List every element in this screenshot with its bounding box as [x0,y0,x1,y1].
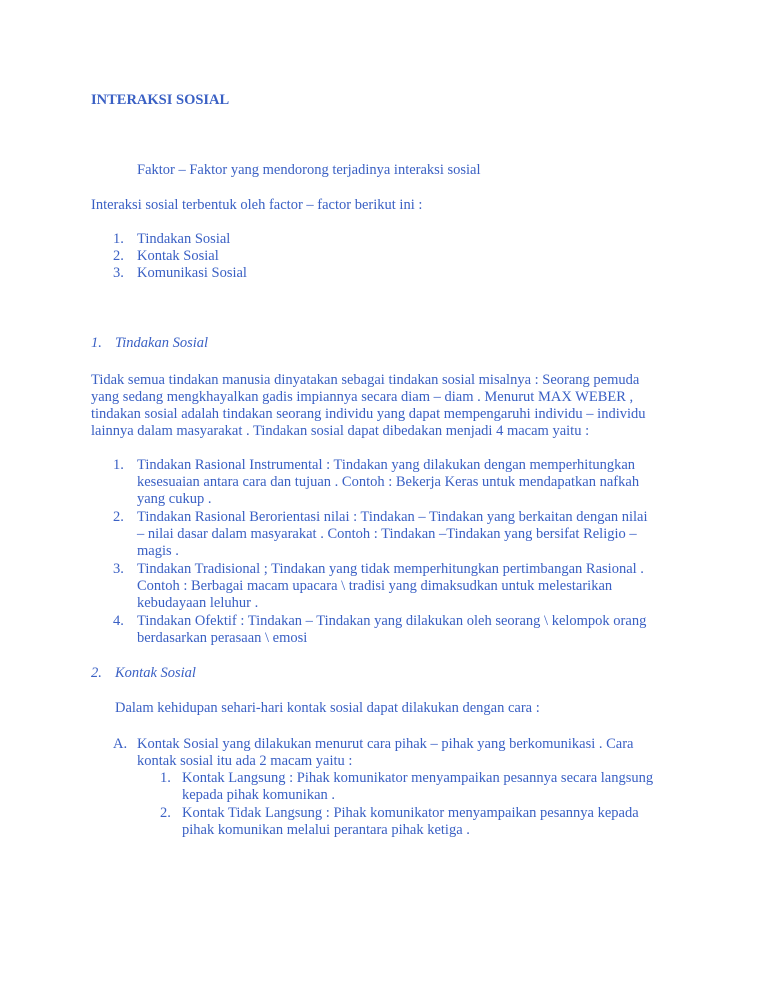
list-item-line: Kontak Sosial yang dilakukan menurut cara pihak – pihak yang berkomunikasi . Cara [137,736,634,752]
list-item-line: Tindakan Rasional Berorientasi nilai : Tindakan – Tindakan yang berkaitan dengan nilai [137,509,648,525]
list-item: Tindakan Sosial [137,231,231,247]
list-item-line: Tindakan Tradisional ; Tindakan yang tidak memperhitungkan pertimbangan Rasional . [137,561,644,577]
list-item-number: 4. [113,613,124,629]
paragraph-line: lainnya dalam masyarakat . Tindakan sosial dapat dibedakan menjadi 4 macam yaitu : [91,423,590,439]
section-heading: Kontak Sosial [115,665,196,681]
paragraph-line: Tidak semua tindakan manusia dinyatakan sebagai tindakan sosial misalnya : Seorang pemuda [91,372,640,388]
list-item-line: kebudayaan leluhur . [137,595,259,611]
list-item-letter: A. [113,736,128,752]
list-item-line: berdasarkan perasaan \ emosi [137,630,308,646]
list-item-line: Contoh : Berbagai macam upacara \ tradisi yang dimaksudkan untuk melestarikan [137,578,613,594]
list-item-number: 2. [113,509,124,525]
subtitle: Faktor – Faktor yang mendorong terjadinya interaksi sosial [137,162,481,178]
list-item-line: Tindakan Ofektif : Tindakan – Tindakan yang dilakukan oleh seorang \ kelompok orang [137,613,647,629]
sub-item-line: kepada pihak komunikan . [182,787,336,803]
sub-item-line: Kontak Langsung : Pihak komunikator menyampaikan pesannya secara langsung [182,770,654,786]
list-item-number: 1. [113,457,124,473]
section-number: 2. [91,665,102,681]
sub-item-line: pihak komunikan melalui perantara pihak ketiga . [182,822,470,838]
paragraph-line: tindakan sosial adalah tindakan seorang individu yang dapat mempengaruhi individu – individu [91,406,646,422]
list-item-line: kesesuaian antara cara dan tujuan . Contoh : Bekerja Keras untuk mendapatkan nafkah [137,474,640,490]
list-item-number: 3. [113,265,124,281]
section-heading: Tindakan Sosial [115,335,209,351]
list-item-number: 2. [113,248,124,264]
list-item-number: 1. [113,231,124,247]
list-item-line: magis . [137,543,179,559]
page-title: INTERAKSI SOSIAL [91,92,230,108]
list-item-line: kontak sosial itu ada 2 macam yaitu : [137,753,353,769]
section-number: 1. [91,335,102,351]
paragraph-line: yang sedang mengkhayalkan gadis impiannya secara diam – diam . Menurut MAX WEBER , [91,389,634,405]
intro-text: Interaksi sosial terbentuk oleh factor – factor berikut ini : [91,197,423,213]
list-item-number: 3. [113,561,124,577]
list-item: Komunikasi Sosial [137,265,247,281]
sub-item-number: 2. [160,805,171,821]
list-item-line: – nilai dasar dalam masyarakat . Contoh : Tindakan –Tindakan yang bersifat Religio – [137,526,637,542]
list-item-line: yang cukup . [137,491,212,507]
sub-item-line: Kontak Tidak Langsung : Pihak komunikator menyampaikan pesannya kepada [182,805,639,821]
list-item: Kontak Sosial [137,248,219,264]
sub-item-number: 1. [160,770,171,786]
list-item-line: Tindakan Rasional Instrumental : Tindakan yang dilakukan dengan memperhitungkan [137,457,636,473]
section-intro: Dalam kehidupan sehari-hari kontak sosial dapat dilakukan dengan cara : [115,700,540,716]
